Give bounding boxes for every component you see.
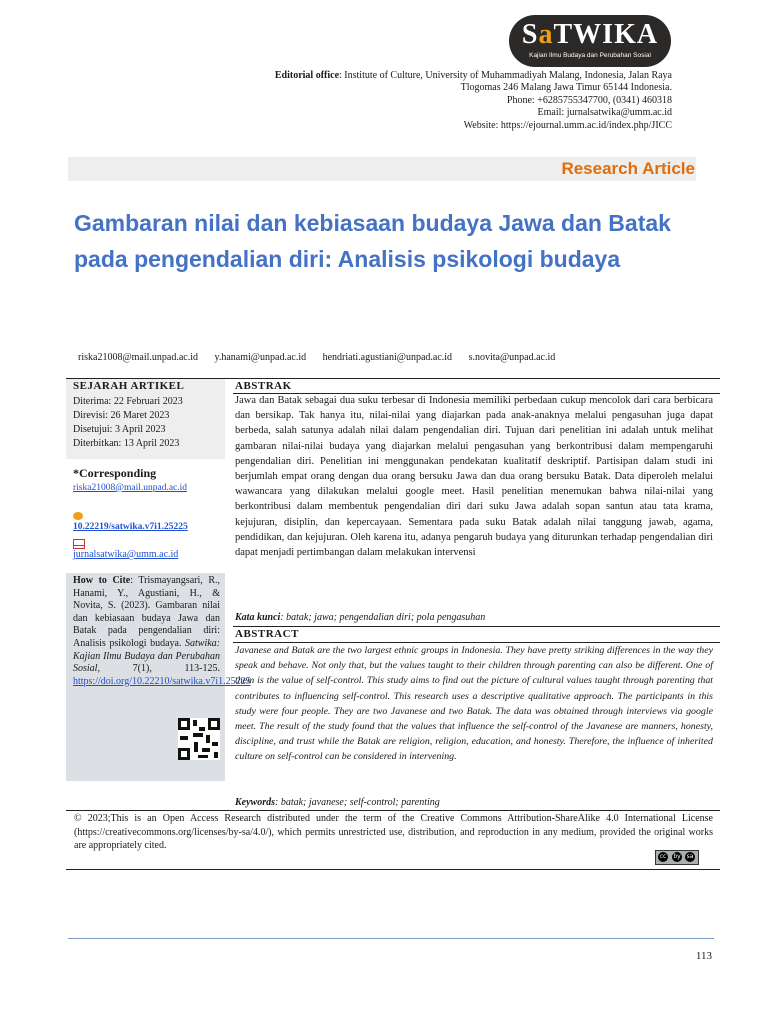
logo-wordmark: SaTWIKA — [521, 19, 659, 50]
author-emails — [78, 352, 569, 364]
mail-icon — [73, 539, 85, 549]
history-published: Diterbitkan: 13 April 2023 — [73, 438, 180, 449]
editorial-email: Email: jurnalsatwika@umm.ac.id — [537, 107, 672, 119]
license-text: © 2023;This is an Open Access Research distributed under the term of the Creative Commons Attribution-ShareAlike 4.0 International License (https://creativecommons.org/licenses/by-sa/4.0/), which permits unrestricted use, distribution, and reproduction in any medium, provided the original works are appropriately cited. — [74, 813, 713, 851]
kata-kunci-values: : batak; jawa; pengendalian diri; pola pengasuhan — [280, 612, 486, 623]
corresponding-heading: *Corresponding — [73, 466, 157, 480]
divider — [233, 626, 720, 627]
how-to-cite — [73, 575, 251, 688]
editorial-line: : Institute of Culture, University of Muhammadiyah Malang, Indonesia, Jalan Raya — [339, 70, 672, 81]
editorial-office — [252, 70, 672, 132]
abstrak-text: Jawa dan Batak sebagai dua suku terbesar di Indonesia memiliki perbedaan cukup mencolok dari cara berbicara dan bersikap. Tak hanya itu, nilai-nilai yang diajarkan pada anak-anaknya melalui pengasuhan juga dapat berbeda, salah satunya adalah nilai dalam pengendalian diri. Tujuan dari penelitian ini adalah untuk melihat gambaran nilai-nilai budaya yang diajarkan melalui pengasuhan yang berkontribusi dalam mempengaruhi pengendalian diri. Penelitian ini menggunakan pendekatan kualitatif deskriptif. Partisipan dalam studi ini berjumlah empat orang dengan dua orang bersuku Jawa dan dua orang bersuku Batak. Data diperoleh melalui wawancara yang dilakukan melalui google meet. Hasil penelitian menemukan bahwa nilai-nilai yang berkontribusi dalam membentuk pengendalian diri dari suku Jawa adalah sopan santun atau tata krama, kejujuran, disiplin, dan kepercayaan. Sementara pada suku Batak adalah nilai tanggung jawab, agama, pendidikan, dan kejujuran. Oleh karena itu, adanya pengaruh budaya yang diturunkan terhadap pengendalian diri dapat menjadi pertimbangan dalam melakukan intervensi — [235, 395, 713, 559]
cc-icon: cc — [659, 853, 667, 860]
doi-link[interactable]: 10.22219/satwika.v7i1.25225 — [73, 522, 188, 532]
history-revised: Direvisi: 26 Maret 2023 — [73, 410, 170, 421]
journal-logo — [509, 15, 671, 67]
cite-text: : Trismayangsari, R., Hanami, Y., Agustiani, H., & Novita, S. (2023). Gambaran nilai dan kebiasaan budaya Jawa dan Batak pada pengendalian diri: Analisis psikologi budaya. — [73, 575, 220, 649]
journal-email-link[interactable]: jurnalsatwika@umm.ac.id — [73, 549, 179, 560]
kata-kunci-label: Kata kunci — [235, 612, 281, 623]
history-received: Diterima: 22 Februari 2023 — [73, 396, 183, 407]
qr-code-icon — [178, 718, 220, 760]
article-title: Gambaran nilai dan kebiasaan budaya Jawa dan Batak pada pengendalian diri: Analisis psikologi budaya — [74, 210, 671, 272]
divider — [66, 810, 720, 811]
footer-rule — [68, 938, 714, 939]
keywords-values: : batak; javanese; self-control; parenting — [275, 797, 440, 808]
abstrak-heading: ABSTRAK — [235, 380, 292, 392]
cite-label: How to Cite — [73, 575, 131, 586]
author-email[interactable]: riska21008@mail.unpad.ac.id — [78, 352, 199, 363]
history-heading: SEJARAH ARTIKEL — [73, 380, 185, 392]
keywords — [235, 797, 440, 808]
cc-sa-icon: sa — [686, 853, 694, 860]
editorial-label: Editorial office — [274, 70, 340, 81]
article-type: Research Article — [561, 159, 695, 178]
kata-kunci — [235, 612, 485, 623]
keywords-label: Keywords — [235, 797, 275, 808]
editorial-phone: Phone: +6285755347700, (0341) 460318 — [506, 94, 672, 106]
editorial-line: Tlogomas 246 Malang Jawa Timur 65144 Indonesia. — [460, 82, 672, 94]
author-email[interactable]: s.novita@unpad.ac.id — [468, 352, 556, 363]
cc-by-icon: by — [673, 853, 681, 860]
cite-tail: , 7(1), 113-125. — [97, 663, 220, 675]
cite-doi-link[interactable]: https://doi.org/10.22210/satwika.v7i1.25225 — [73, 675, 251, 687]
abstract-heading: ABSTRACT — [235, 628, 299, 640]
abstract-text: Javanese and Batak are the two largest ethnic groups in Indonesia. They have pretty striking differences in the way they speak and behave. Not only that, but the values taught to their children through parenting can also be different. One of them is the value of self-control. This study aims to find out the picture of cultural values taught through parenting that contributes to influencing self-control. This research uses a descriptive qualitative approach. The participants in this study were four people. They are two Javanese and two Batak. The data was obtained through interviews via google meet. The result of the study found that the values that influence the self-control of the Javanese are manners, honesty, discipline, and trust while the Batak are religion, religion, education, and honesty. Therefore, the influence of inherited culture on self-control can be considered in intervening. — [235, 645, 713, 763]
page-number: 113 — [695, 950, 712, 962]
corresponding-email[interactable]: riska21008@mail.unpad.ac.id — [73, 483, 188, 493]
divider — [66, 869, 720, 870]
history-accepted: Disetujui: 3 April 2023 — [73, 424, 166, 435]
logo-tagline: Kajian Ilmu Budaya dan Perubahan Sosial — [529, 52, 651, 59]
author-email[interactable]: y.hanami@unpad.ac.id — [214, 352, 307, 363]
author-email[interactable]: hendriati.agustiani@unpad.ac.id — [322, 352, 453, 363]
doi-icon — [73, 512, 83, 520]
cc-license-badge[interactable] — [655, 850, 699, 865]
editorial-website: Website: https://ejournal.umm.ac.id/index.php/JICC — [463, 119, 672, 131]
cite-journal: Satwika: Kajian Ilmu Budaya dan Perubahan Sosial — [73, 637, 220, 675]
